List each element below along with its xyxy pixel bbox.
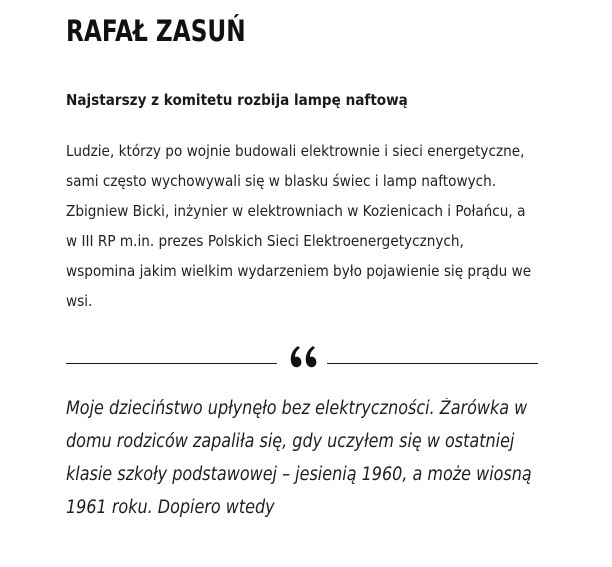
quote-divider (66, 338, 538, 378)
divider-line-left (66, 363, 277, 364)
author-name: RAFAŁ ZASUŃ (66, 14, 246, 48)
quote-icon (288, 342, 320, 370)
pull-quote: Moje dzieciństwo upłynęło bez elektryczności. Żarówka w domu rodziców zapaliła się, gdy uczyłem się w ostatniej klasie szkoły podstawowej – jesienią 1960, a może wiosną 1961 roku. Dopiero wtedy (66, 398, 532, 518)
divider-line-right (327, 363, 538, 364)
section-subtitle: Najstarszy z komitetu rozbija lampę naftową (66, 91, 408, 109)
body-paragraph: Ludzie, którzy po wojnie budowali elektrownie i sieci energetyczne, sami często wychowywali się w blasku świec i lamp naftowych. Zbigniew Bicki, inżynier w elektrowniach w Kozienicach i Połańcu, a w III RP m.in. prezes Polskich Sieci Elektroenergetycznych, wspomina jakim wielkim wydarzeniem było pojawienie się prądu we wsi. (66, 142, 532, 310)
